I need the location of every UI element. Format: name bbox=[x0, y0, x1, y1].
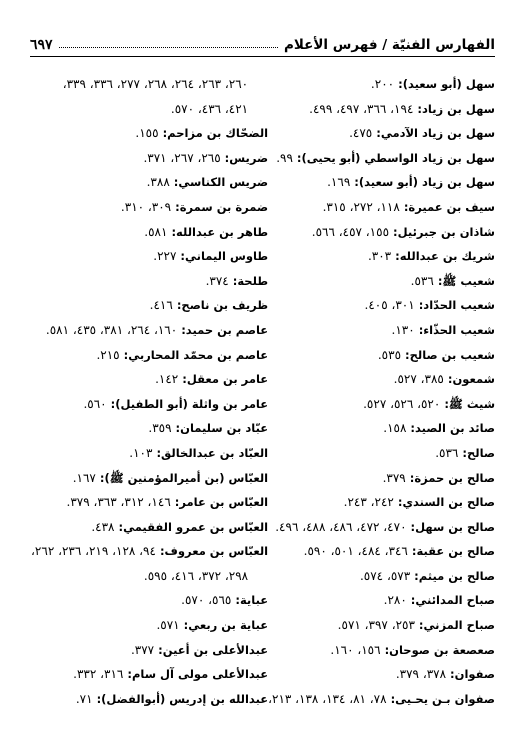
entry-page-refs: ١٩٤، ٣٦٦، ٤٩٧، ٤٩٩. bbox=[309, 101, 414, 116]
entry-name: العبّاد بن عبدالخالق: bbox=[156, 445, 269, 460]
left-column bbox=[30, 72, 268, 711]
entry-page-refs: ٣٧٩. bbox=[382, 470, 406, 485]
entry-name: صالح: bbox=[462, 445, 495, 460]
entry-page-refs: ٢٠٠. bbox=[370, 77, 395, 91]
entry-name: سهل بن زياد الآدمي: bbox=[376, 126, 495, 141]
entry-name: صالح بن السندي: bbox=[397, 495, 495, 510]
entry-page-refs: ٧١. bbox=[75, 691, 93, 706]
entry-name: شاذان بن جبرئيل: bbox=[393, 224, 495, 239]
entry-name: ضريس الكناسي: bbox=[173, 175, 269, 190]
entry-page-refs: ٣٧٧. bbox=[130, 642, 155, 657]
entry-page-refs: ١٦٠، ٢٦٤، ٣٨١، ٤٣٥، ٥٨١. bbox=[45, 322, 178, 337]
entry-name: سهل بن زياد: bbox=[417, 101, 495, 116]
index-entry bbox=[30, 613, 268, 638]
entry-page-refs: ٤٧٠، ٤٧٢، ٤٨٦، ٤٨٨، ٤٩٦. bbox=[275, 519, 407, 534]
entry-name: عباية: bbox=[235, 593, 269, 608]
entry-name: شيث ﷺ: bbox=[444, 396, 495, 411]
entry-name: عبدالأعلى مولى آل سام: bbox=[127, 667, 269, 682]
entry-page-refs: ٤١٦. bbox=[149, 298, 173, 313]
entry-name: العبّاس (بن أميرالمؤمنين ﷺ): bbox=[99, 470, 269, 485]
entry-name: سهل بن زياد الواسطي (أبو يحيى): bbox=[296, 150, 495, 165]
index-entry bbox=[30, 293, 268, 318]
entry-name: شمعون: bbox=[447, 372, 495, 387]
entry-page-refs: ٤٧٥. bbox=[349, 126, 373, 141]
index-entry bbox=[30, 515, 268, 540]
index-entry bbox=[268, 613, 495, 638]
index-entry bbox=[268, 97, 495, 122]
right-column bbox=[268, 72, 495, 711]
entry-page-refs: ٣٠٩، ٣١٠. bbox=[120, 199, 172, 214]
entry-page-refs: ٢١٥. bbox=[96, 347, 120, 362]
index-entry bbox=[30, 662, 268, 687]
entry-name: العبّاس بن عامر: bbox=[174, 495, 269, 510]
entry-name: صعصعة بن صوحان: bbox=[384, 642, 495, 657]
page-number: ٦٩٧ bbox=[30, 37, 53, 53]
entry-page-refs: ٣٥٩. bbox=[148, 421, 172, 436]
entry-name: صفوان بـن يحـيى: bbox=[390, 691, 495, 706]
entry-name: صالح بن حمزة: bbox=[409, 470, 495, 485]
index-entry bbox=[268, 638, 495, 663]
header-title: الفهارس الفنيّة / فهرس الأعلام bbox=[284, 37, 495, 53]
index-entry bbox=[30, 244, 268, 269]
entry-page-refs: ٩٩. bbox=[276, 150, 293, 165]
header-dot-leader bbox=[59, 47, 278, 48]
entry-page-refs: ٣٠٣. bbox=[367, 249, 392, 264]
index-entry bbox=[30, 97, 268, 122]
entry-page-refs: ٥٧٣، ٥٧٤. bbox=[359, 568, 411, 583]
index-entry bbox=[30, 220, 268, 245]
index-entry bbox=[268, 441, 495, 466]
index-entry bbox=[268, 588, 495, 613]
entry-page-refs: ٣٤٦، ٤٨٤، ٥٠١، ٥٩٠. bbox=[303, 544, 408, 559]
entry-page-refs: ٥٢٠، ٥٢٦، ٥٢٧. bbox=[363, 396, 441, 411]
index-entry bbox=[268, 146, 495, 171]
entry-name: ضريس: bbox=[224, 150, 269, 165]
index-entry bbox=[268, 416, 495, 441]
entry-page-refs: ١٦٩. bbox=[327, 175, 351, 190]
entry-page-refs: ٥٣٦. bbox=[435, 445, 459, 460]
entry-name: عبّاد بن سليمان: bbox=[175, 421, 269, 436]
entry-name: عامر بن معقل: bbox=[182, 372, 269, 387]
entry-page-refs: ٣٠١، ٤٠٥. bbox=[364, 298, 415, 313]
index-entry bbox=[268, 490, 495, 515]
index-entry bbox=[268, 392, 495, 417]
entry-page-refs: ٥٣٥. bbox=[377, 347, 402, 362]
entry-name: صالح بن ميثم: bbox=[414, 568, 495, 583]
index-entry bbox=[30, 490, 268, 515]
entry-name: عامر بن واثلة (أبو الطفيل): bbox=[110, 396, 269, 411]
index-entry bbox=[30, 269, 268, 294]
index-entry bbox=[30, 539, 268, 564]
index-entry bbox=[30, 195, 268, 220]
index-entry bbox=[30, 416, 268, 441]
entry-name: صائد بن الصيد: bbox=[410, 421, 495, 436]
index-entry bbox=[30, 392, 268, 417]
entry-page-refs: ٣٨٥، ٥٢٧. bbox=[393, 372, 444, 387]
entry-name: الضحّاك بن مزاحم: bbox=[162, 126, 269, 141]
entry-page-refs: ٣٨٨. bbox=[146, 175, 170, 190]
entry-name: شعيب ﷺ: bbox=[437, 273, 495, 288]
index-entry bbox=[268, 564, 495, 589]
index-entry bbox=[268, 662, 495, 687]
index-entry bbox=[268, 220, 495, 245]
index-entry bbox=[268, 269, 495, 294]
entry-name: طاهر بن عبدالله: bbox=[171, 224, 269, 239]
index-entry bbox=[30, 588, 268, 613]
entry-name: شعيب الحدّاد: bbox=[418, 298, 495, 313]
index-entry bbox=[268, 466, 495, 491]
entry-page-refs: ٢٥٣، ٣٩٧، ٥٧١. bbox=[337, 618, 415, 633]
index-entry bbox=[30, 441, 268, 466]
entry-page-refs: ٤٢١، ٤٣٦، ٥٧٠. bbox=[170, 101, 249, 116]
index-entry bbox=[268, 244, 495, 269]
entry-name: صالح بن عقبة: bbox=[411, 544, 495, 559]
entry-page-refs: ٢٢٧. bbox=[153, 249, 177, 264]
entry-name: عاصم بن حميد: bbox=[181, 322, 269, 337]
index-entry bbox=[268, 343, 495, 368]
entry-name: عبدالله بن إدريس (أبوالفضل): bbox=[96, 691, 269, 706]
index-entry bbox=[30, 687, 268, 712]
index-entry bbox=[30, 638, 268, 663]
entry-page-refs: ١٤٦، ٣١٢، ٣٦٣، ٣٧٩. bbox=[66, 495, 171, 510]
entry-page-refs: ٤٣٨. bbox=[91, 519, 115, 534]
entry-name: شريك بن عبدالله: bbox=[395, 249, 495, 264]
index-entry bbox=[30, 121, 268, 146]
entry-page-refs: ٣٧٤. bbox=[205, 273, 229, 288]
entry-page-refs: ١٤٢. bbox=[155, 372, 179, 387]
entry-name: صباح المدائني: bbox=[410, 593, 495, 608]
entry-page-refs: ١٥٥، ٤٥٧، ٥٦٦. bbox=[311, 224, 390, 239]
entry-page-refs: ٣٧٨، ٣٧٩. bbox=[395, 667, 447, 682]
entry-page-refs: ١٥٥. bbox=[135, 126, 159, 141]
entry-name: عبدالأعلى بن أعين: bbox=[158, 642, 269, 657]
entry-name: طاوس اليماني: bbox=[180, 249, 269, 264]
entry-page-refs: ١٣٠. bbox=[391, 322, 415, 337]
page-header bbox=[30, 30, 495, 57]
entry-name: ظريف بن ناصح: bbox=[176, 298, 269, 313]
index-entry bbox=[268, 687, 495, 712]
index-entry bbox=[30, 564, 268, 589]
index-entry bbox=[30, 170, 268, 195]
entry-page-refs: ٢٨٠. bbox=[383, 593, 407, 608]
entry-page-refs: ٥٦٥، ٥٧٠. bbox=[181, 593, 232, 608]
entry-page-refs: ٣١٦، ٣٣٢. bbox=[73, 667, 124, 682]
entry-name: عباية بن ربعي: bbox=[183, 618, 269, 633]
index-entry bbox=[30, 367, 268, 392]
entry-page-refs: ٥٦٠. bbox=[83, 396, 107, 411]
index-entry bbox=[30, 343, 268, 368]
entry-page-refs: ٢٤٢، ٢٤٣. bbox=[343, 495, 394, 510]
entry-name: صباح المزني: bbox=[418, 618, 495, 633]
index-entry bbox=[30, 146, 268, 171]
entry-name: العبّاس بن معروف: bbox=[159, 544, 269, 559]
entry-name: العبّاس بن عمرو الفقيمي: bbox=[118, 519, 269, 534]
entry-name: صالح بن سهل: bbox=[410, 519, 495, 534]
index-entry bbox=[30, 318, 268, 343]
entry-page-refs: ١٥٨. bbox=[383, 421, 407, 436]
entry-name: طلحة: bbox=[232, 273, 269, 288]
index-columns bbox=[30, 72, 495, 711]
index-entry bbox=[268, 539, 495, 564]
index-entry bbox=[268, 293, 495, 318]
entry-page-refs: ٧٨، ٨١، ١٣٤، ١٣٨، ٢١٣، bbox=[268, 691, 387, 706]
entry-page-refs: ١١٨، ٢٧٢، ٣١٥. bbox=[322, 199, 400, 214]
entry-name: سيف بن عميرة: bbox=[403, 199, 495, 214]
entry-page-refs: ١٠٣. bbox=[129, 445, 153, 460]
entry-page-refs: ٢٦٠، ٢٦٣، ٢٦٤، ٢٦٨، ٢٧٧، ٣٣٦، ٣٣٩، bbox=[62, 77, 249, 91]
entry-name: صفوان: bbox=[450, 667, 495, 682]
index-entry bbox=[268, 121, 495, 146]
entry-page-refs: ٥٧١. bbox=[156, 618, 180, 633]
entry-name: شعيب بن صالح: bbox=[405, 347, 495, 362]
entry-name: سهل (أبو سعيد): bbox=[398, 77, 495, 91]
entry-name: ضمرة بن سمرة: bbox=[175, 199, 269, 214]
entry-name: سهل بن زياد (أبو سعيد): bbox=[354, 175, 495, 190]
index-entry bbox=[268, 318, 495, 343]
index-entry bbox=[268, 170, 495, 195]
entry-page-refs: ٢٩٨، ٣٧٢، ٤١٦، ٥٩٥. bbox=[143, 568, 249, 583]
index-entry bbox=[30, 466, 268, 491]
entry-page-refs: ٩٤، ١٢٨، ٢١٩، ٢٣٦، ٢٦٢، bbox=[31, 544, 156, 559]
index-entry bbox=[268, 367, 495, 392]
entry-name: عاصم بن محمّد المحاربي: bbox=[123, 347, 269, 362]
entry-page-refs: ٥٨١. bbox=[144, 224, 168, 239]
index-entry bbox=[30, 72, 268, 97]
index-entry bbox=[268, 195, 495, 220]
index-entry bbox=[268, 72, 495, 97]
entry-page-refs: ٢٦٥، ٢٦٧، ٣٧١. bbox=[143, 150, 221, 165]
entry-page-refs: ١٦٧. bbox=[72, 470, 96, 485]
entry-page-refs: ١٥٦، ١٦٠. bbox=[330, 642, 381, 657]
index-entry bbox=[268, 515, 495, 540]
entry-name: شعيب الحذّاء: bbox=[418, 322, 495, 337]
entry-page-refs: ٥٣٦. bbox=[410, 273, 434, 288]
